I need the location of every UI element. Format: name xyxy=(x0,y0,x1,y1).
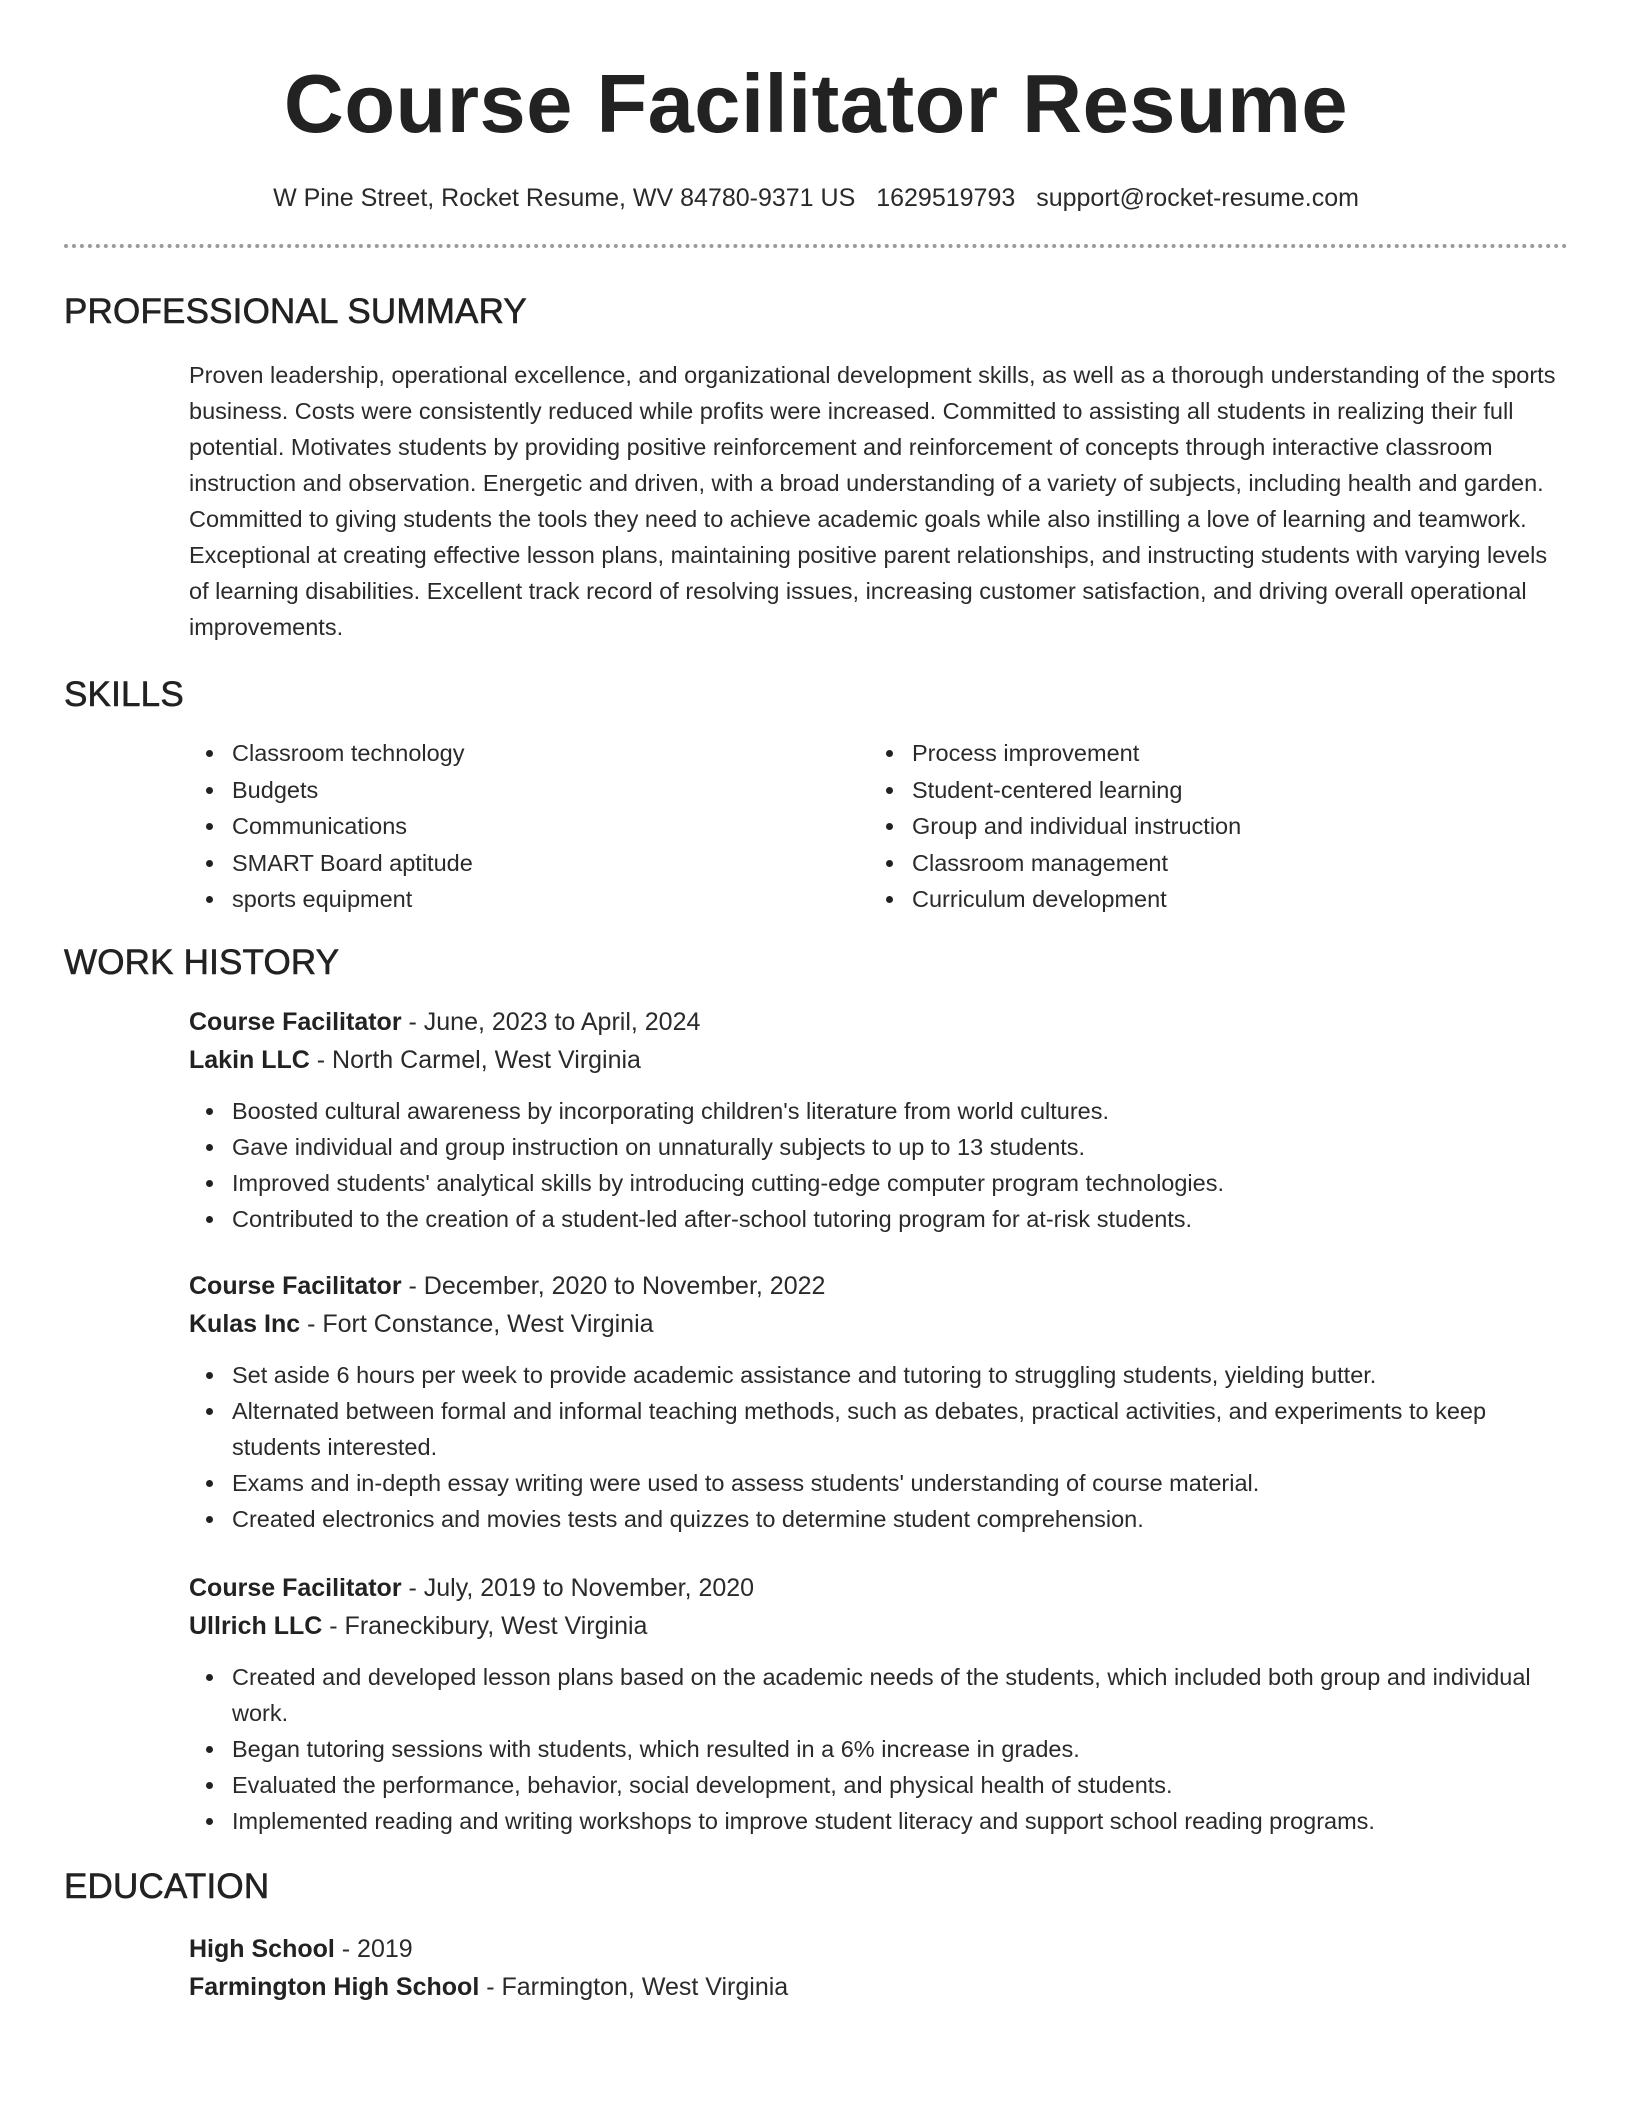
job-company: Lakin LLC xyxy=(189,1045,310,1074)
education-school-line xyxy=(189,1968,1568,2006)
job-entry xyxy=(189,1569,1568,1839)
header-divider xyxy=(64,244,1568,248)
job-bullet: Alternated between formal and informal teaching methods, such as debates, practical activities, and experiments to keep students interested. xyxy=(189,1393,1568,1465)
section-heading-skills: SKILLS xyxy=(64,675,184,714)
section-heading-education: EDUCATION xyxy=(64,1866,270,1906)
skill-item: Student-centered learning xyxy=(869,772,1549,809)
job-bullet: Boosted cultural awareness by incorporating children's literature from world cultures. xyxy=(189,1093,1568,1129)
skills-list xyxy=(189,735,1568,918)
contact-address: W Pine Street, Rocket Resume, WV 84780-9371 US xyxy=(273,184,856,212)
job-bullet: Gave individual and group instruction on unnaturally subjects to up to 13 students. xyxy=(189,1129,1568,1165)
job-entry xyxy=(189,1267,1568,1537)
skill-item: Budgets xyxy=(189,772,869,809)
job-location: - North Carmel, West Virginia xyxy=(309,1045,641,1074)
job-bullet: Created and developed lesson plans based on the academic needs of the students, which included both group and individual work. xyxy=(189,1659,1568,1731)
skill-item: sports equipment xyxy=(189,881,869,918)
job-bullets xyxy=(189,1093,1568,1237)
contact-line xyxy=(64,184,1568,213)
job-bullets xyxy=(189,1357,1568,1537)
job-bullet: Evaluated the performance, behavior, social development, and physical health of students. xyxy=(189,1767,1568,1803)
skill-item: Communications xyxy=(189,808,869,845)
job-title: Course Facilitator xyxy=(189,1271,402,1300)
section-heading-summary: PROFESSIONAL SUMMARY xyxy=(64,292,527,331)
skill-item: Classroom technology xyxy=(189,735,869,772)
job-bullet: Began tutoring sessions with students, which resulted in a 6% increase in grades. xyxy=(189,1731,1568,1767)
skill-item: Classroom management xyxy=(869,845,1549,882)
education-year: - 2019 xyxy=(334,1934,413,1963)
job-location: - Franeckibury, West Virginia xyxy=(322,1611,648,1640)
job-bullet: Set aside 6 hours per week to provide academic assistance and tutoring to struggling students, yielding butter. xyxy=(189,1357,1568,1393)
job-company-line xyxy=(189,1607,1568,1645)
job-title: Course Facilitator xyxy=(189,1573,402,1602)
job-dates: - June, 2023 to April, 2024 xyxy=(401,1007,701,1036)
education-degree-line xyxy=(189,1930,1568,1968)
education-location: - Farmington, West Virginia xyxy=(479,1972,789,2001)
job-bullet: Implemented reading and writing workshops to improve student literacy and support school reading programs. xyxy=(189,1803,1568,1839)
education-entry xyxy=(189,1930,1568,2006)
job-location: - Fort Constance, West Virginia xyxy=(300,1309,654,1338)
job-company: Ullrich LLC xyxy=(189,1611,323,1640)
education-school: Farmington High School xyxy=(189,1972,480,2001)
job-title-line xyxy=(189,1569,1568,1607)
contact-email: support@rocket-resume.com xyxy=(1036,184,1359,212)
job-bullet: Created electronics and movies tests and quizzes to determine student comprehension. xyxy=(189,1501,1568,1537)
job-company: Kulas Inc xyxy=(189,1309,301,1338)
job-title: Course Facilitator xyxy=(189,1007,402,1036)
summary-text: Proven leadership, operational excellence, and organizational development skills, as well as a thorough understanding of the sports business. Costs were consistently reduced while profits were increased. Committed to assisting all students in realizing their full potential. Motivates students by providing positive reinforcement and reinforcement of concepts through interactive classroom instruction and observation. Energetic and driven, with a broad understanding of a variety of subjects, including health and garden. Committed to giving students the tools they need to achieve academic goals while also instilling a love of learning and teamwork. Exceptional at creating effective lesson plans, maintaining positive parent relationships, and instructing students with varying levels of learning disabilities. Excellent track record of resolving issues, increasing customer satisfaction, and driving overall operational improvements. xyxy=(189,362,1556,640)
job-company-line xyxy=(189,1305,1568,1343)
contact-phone: 1629519793 xyxy=(876,184,1016,212)
job-title-line xyxy=(189,1003,1568,1041)
job-dates: - July, 2019 to November, 2020 xyxy=(401,1573,755,1602)
job-bullet: Exams and in-depth essay writing were used to assess students' understanding of course material. xyxy=(189,1465,1568,1501)
page-title: Course Facilitator Resume xyxy=(283,57,1349,150)
job-bullet: Contributed to the creation of a student-led after-school tutoring program for at-risk students. xyxy=(189,1201,1568,1237)
job-bullet: Improved students' analytical skills by introducing cutting-edge computer program technologies. xyxy=(189,1165,1568,1201)
job-entry xyxy=(189,1003,1568,1237)
job-bullets xyxy=(189,1659,1568,1839)
skill-item: Group and individual instruction xyxy=(869,808,1549,845)
skills-column-left xyxy=(189,735,869,918)
section-heading-work-history: WORK HISTORY xyxy=(64,942,340,982)
job-company-line xyxy=(189,1041,1568,1079)
education-degree: High School xyxy=(189,1934,335,1963)
skill-item: Curriculum development xyxy=(869,881,1549,918)
job-title-line xyxy=(189,1267,1568,1305)
skill-item: Process improvement xyxy=(869,735,1549,772)
skills-column-right xyxy=(869,735,1549,918)
job-dates: - December, 2020 to November, 2022 xyxy=(401,1271,826,1300)
skill-item: SMART Board aptitude xyxy=(189,845,869,882)
